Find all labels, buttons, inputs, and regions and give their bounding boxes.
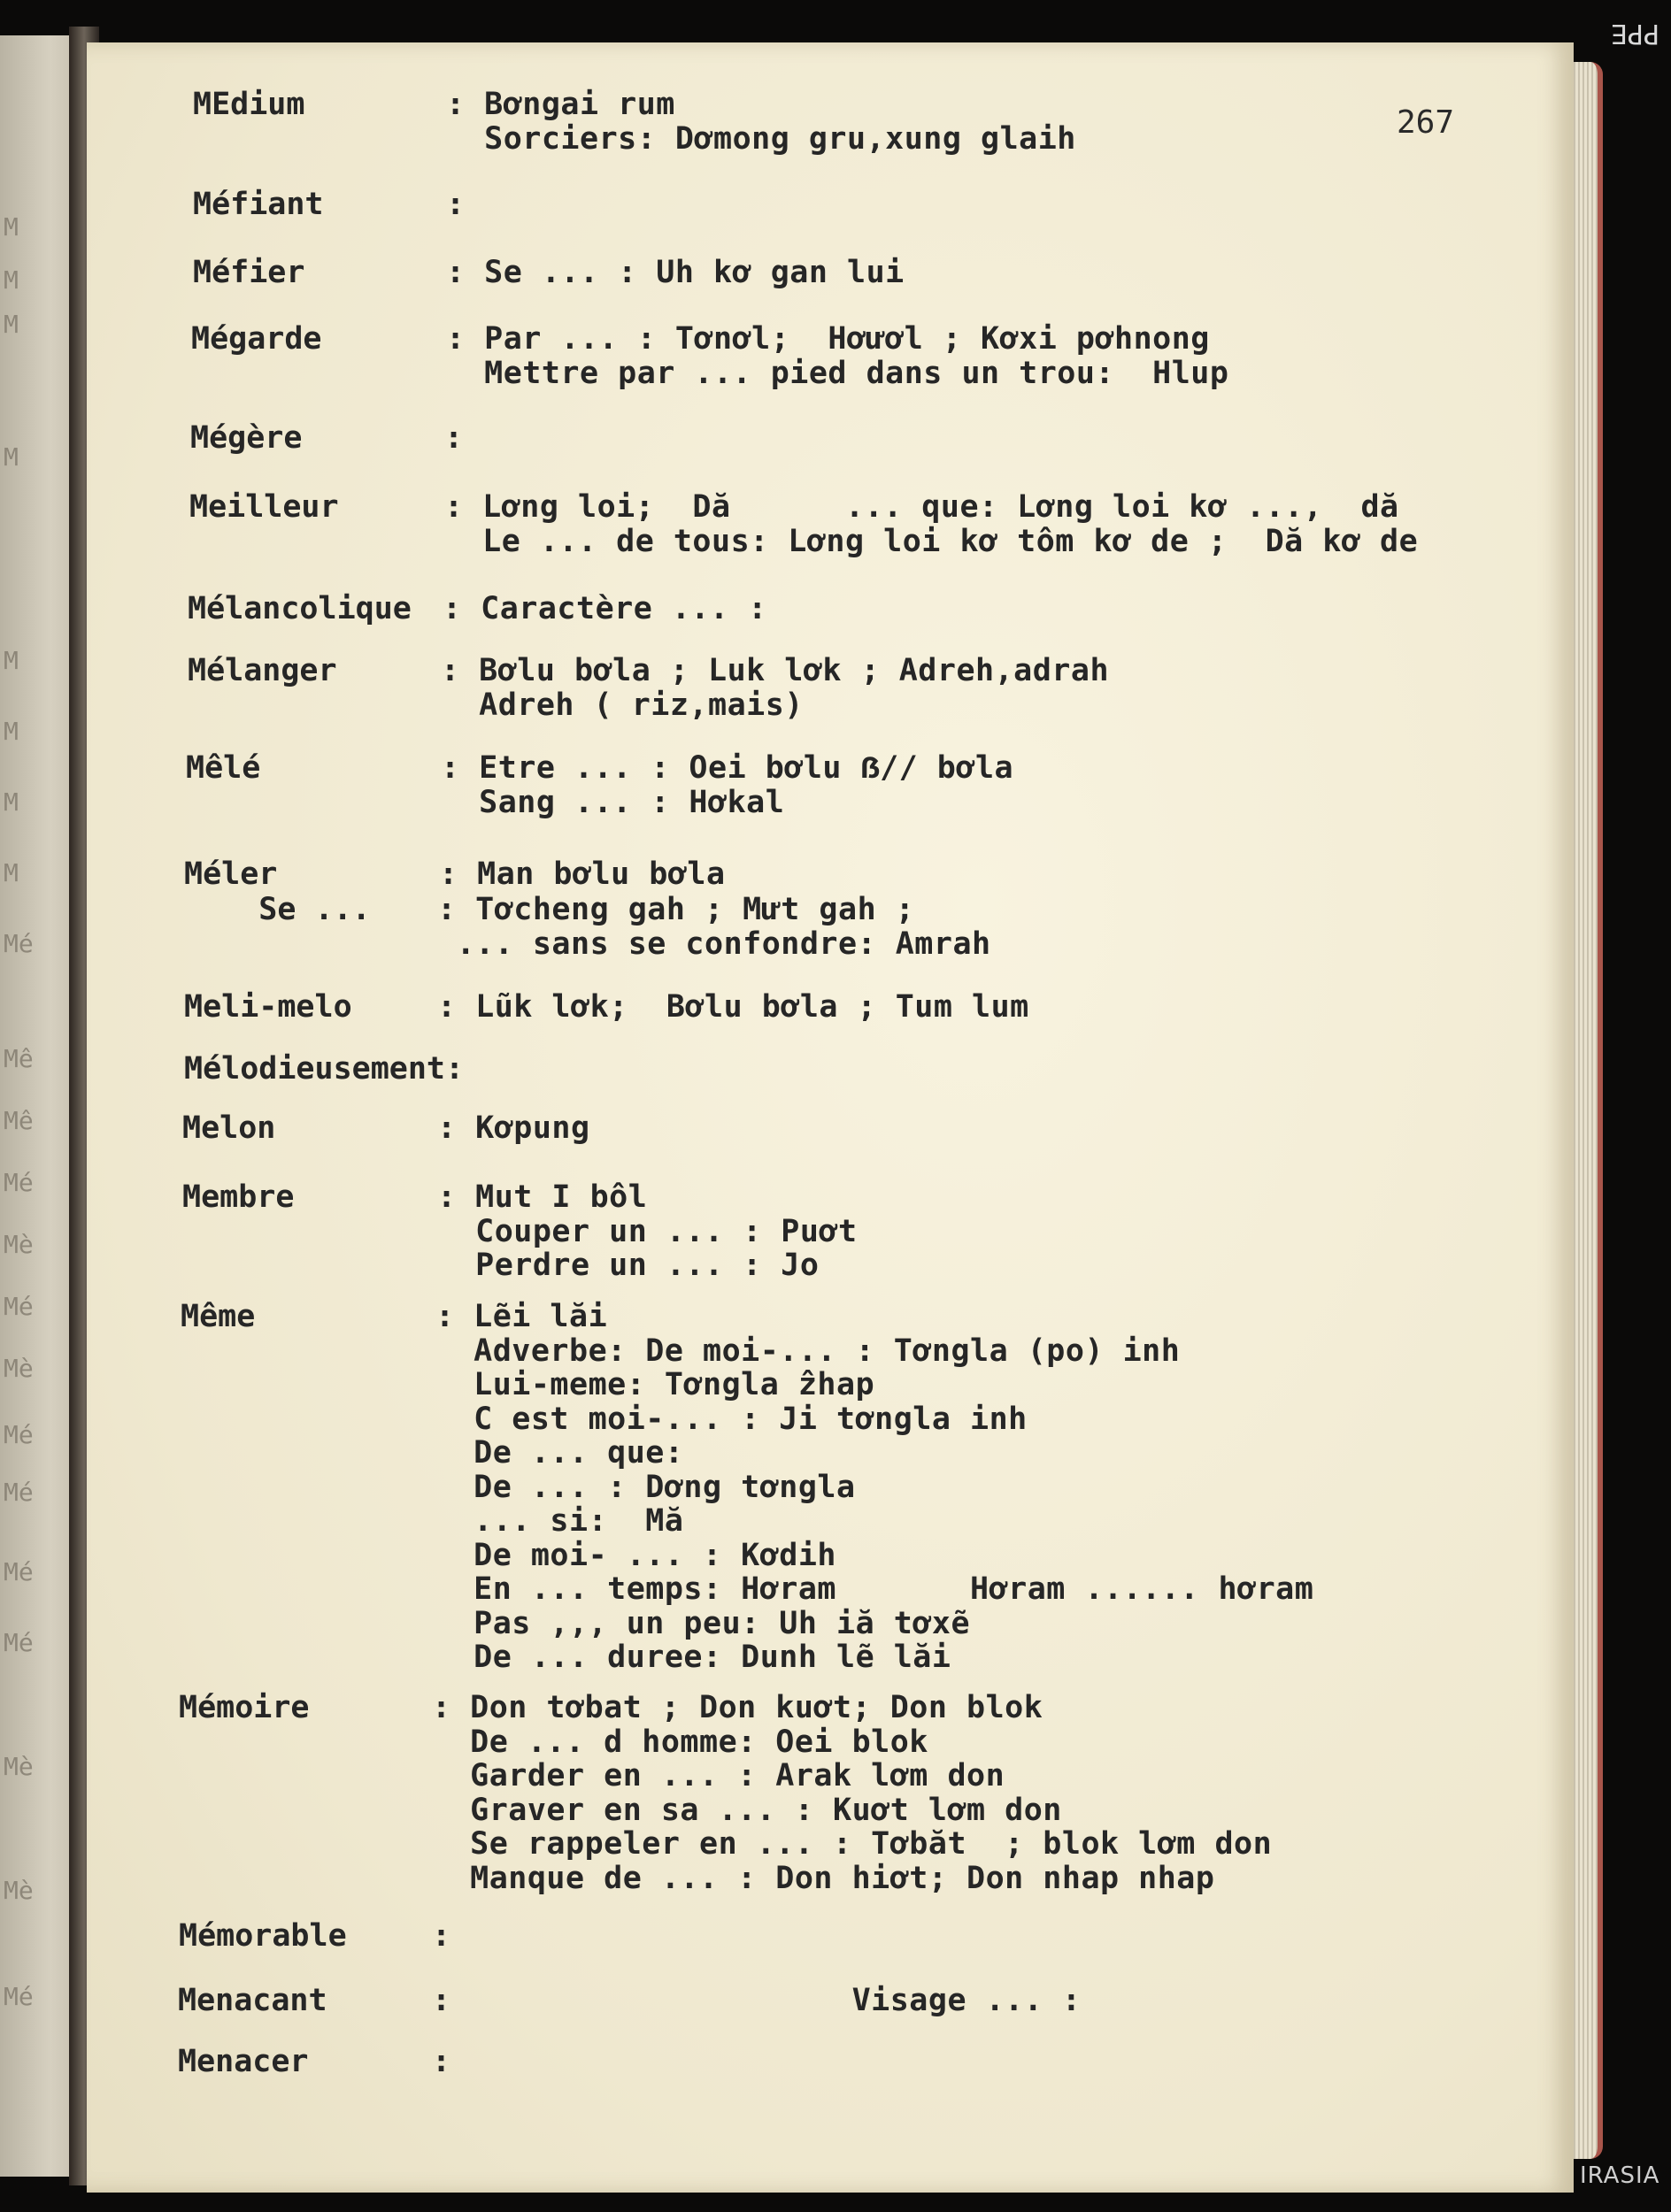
left-ghost-text: M bbox=[4, 310, 19, 339]
definition-line: Le ... de tous: Lơng loi kơ tôm kơ de ; Dă kơ de bbox=[444, 523, 1419, 559]
headword: Meilleur bbox=[189, 489, 339, 525]
left-ghost-text: M bbox=[4, 442, 19, 472]
definition-line: ... si: Mă bbox=[435, 1503, 684, 1539]
definition-line: Pas ,,, un peu: Uh iă tơxẽ bbox=[435, 1605, 971, 1641]
definition-line: Couper un ... : Puơt bbox=[437, 1213, 858, 1249]
headword: Mêlé bbox=[186, 750, 261, 786]
definition-line: De ... que: bbox=[435, 1435, 684, 1471]
left-ghost-text: Mè bbox=[4, 1876, 34, 1905]
definition-line: De ... : Dơng tơngla bbox=[435, 1469, 856, 1505]
headword: Méfier bbox=[193, 255, 305, 290]
definition-line: Manque de ... : Don hiơt; Don nhap nhap bbox=[432, 1860, 1215, 1896]
left-ghost-text: Mé bbox=[4, 1292, 34, 1321]
headword: Méler bbox=[184, 856, 278, 892]
definition-line: Sang ... : Hơkal bbox=[441, 784, 785, 820]
page-number: 267 bbox=[1397, 104, 1455, 141]
headword: Mémoire bbox=[179, 1690, 310, 1725]
left-ghost-text: Mé bbox=[4, 1420, 34, 1449]
headword: Menacant bbox=[178, 1983, 327, 2018]
headword: Méfiant bbox=[193, 187, 324, 222]
definition-line: De ... duree: Dunh lẽ lăi bbox=[435, 1640, 951, 1675]
left-ghost-text: Mé bbox=[4, 1557, 34, 1586]
left-ghost-text: M bbox=[4, 212, 19, 242]
definition-line: : Tơcheng gah ; Mưt gah ; bbox=[437, 892, 915, 927]
left-ghost-text: M bbox=[4, 787, 19, 817]
headword: Mégère bbox=[190, 420, 303, 456]
definition-line: Perdre un ... : Jo bbox=[437, 1248, 820, 1283]
definition-line: C est moi-... : Ji tơngla inh bbox=[435, 1401, 1028, 1437]
dictionary-page bbox=[87, 42, 1574, 2193]
definition-line: : Caractère ... : bbox=[443, 591, 767, 626]
left-ghost-text: Mé bbox=[4, 1478, 34, 1507]
headword: Melon bbox=[182, 1110, 276, 1146]
definition-line: : Bơlu bơla ; Luk lơk ; Adreh,adrah bbox=[441, 653, 1110, 688]
definition-line: : Lơng loi; Dă ... que: Lơng loi kơ ..., dă bbox=[444, 489, 1399, 525]
definition-line: ... sans se confondre: Amrah bbox=[437, 926, 991, 962]
left-ghost-text: Mé bbox=[4, 1982, 34, 2011]
definition-line: Lui-meme: Tơngla ẑhap bbox=[435, 1367, 875, 1402]
definition-line: : bbox=[446, 187, 466, 222]
watermark: IRASIA bbox=[1580, 2162, 1660, 2189]
headword: Mélanger bbox=[188, 653, 337, 688]
definition-line: : Bơngai rum bbox=[446, 87, 675, 122]
definition-line: : Par ... : Tơnơl; Hơươl ; Kơxi pơhnong bbox=[446, 321, 1210, 357]
definition-line: Adreh ( riz,mais) bbox=[441, 687, 804, 723]
left-ghost-text: M bbox=[4, 717, 19, 746]
definition-line: : Se ... : Uh kơ gan lui bbox=[446, 255, 905, 290]
definition-line: Mettre par ... pied dans un trou: Hlup bbox=[446, 355, 1229, 391]
left-ghost-text: Mé bbox=[4, 929, 34, 958]
headword: Meli-melo bbox=[184, 989, 352, 1025]
left-ghost-text: M bbox=[4, 265, 19, 295]
definition-line: : Man bơlu bơla bbox=[439, 856, 726, 892]
headword: MEdium bbox=[193, 87, 305, 122]
definition-line: : Etre ... : Oei bơlu ẞ// bơla bbox=[441, 750, 1014, 786]
definition-line: : Mut I bôl bbox=[437, 1179, 648, 1215]
definition-line: Graver en sa ... : Kuơt lơm don bbox=[432, 1792, 1062, 1828]
left-ghost-text: Mè bbox=[4, 1752, 34, 1781]
headword: Mélancolique bbox=[188, 591, 412, 626]
corner-mark: PPE bbox=[1611, 18, 1660, 49]
headword: Même bbox=[181, 1299, 256, 1334]
headword: Se ... bbox=[184, 892, 371, 927]
left-ghost-text: Mé bbox=[4, 1628, 34, 1657]
definition-line: Sorciers: Dơmong gru,xung glaih bbox=[446, 120, 1076, 157]
definition-line: : Visage ... : bbox=[432, 1983, 1082, 2018]
definition-line: : Kơpung bbox=[437, 1110, 590, 1146]
headword: Menacer bbox=[178, 2044, 309, 2079]
headword: Mémorable bbox=[179, 1918, 347, 1954]
definition-line: : Don tơbat ; Don kuơt; Don blok bbox=[432, 1690, 1043, 1725]
definition-line: De moi- ... : Kơdih bbox=[435, 1537, 837, 1573]
definition-line: De ... d homme: Oei blok bbox=[432, 1724, 928, 1760]
headword: Mégarde bbox=[191, 321, 322, 357]
definition-line: : bbox=[444, 420, 464, 456]
definition-line: : bbox=[432, 2044, 451, 2079]
definition-line: En ... temps: Hơram Hơram ...... hơram bbox=[435, 1571, 1314, 1607]
definition-line: Garder en ... : Arak lơm don bbox=[432, 1758, 1005, 1793]
left-ghost-text: M bbox=[4, 646, 19, 675]
left-ghost-text: M bbox=[4, 858, 19, 887]
left-ghost-text: Mê bbox=[4, 1106, 34, 1135]
definition-line: : Lẽi lăi bbox=[435, 1299, 608, 1334]
definition-line: : Lũk lơk; Bơlu bơla ; Tum lum bbox=[437, 989, 1029, 1025]
left-ghost-text: Mê bbox=[4, 1044, 34, 1073]
headword: Membre bbox=[182, 1179, 295, 1215]
definition-line: Adverbe: De moi-... : Tơngla (po) inh bbox=[435, 1333, 1181, 1369]
headword: Mélodieusement: bbox=[184, 1051, 465, 1087]
definition-line: : bbox=[432, 1918, 451, 1954]
definition-line: Se rappeler en ... : Tơbăt ; blok lơm don bbox=[432, 1826, 1273, 1862]
left-ghost-text: Mè bbox=[4, 1230, 34, 1259]
left-ghost-text: Mé bbox=[4, 1168, 34, 1197]
left-ghost-text: Mè bbox=[4, 1354, 34, 1383]
